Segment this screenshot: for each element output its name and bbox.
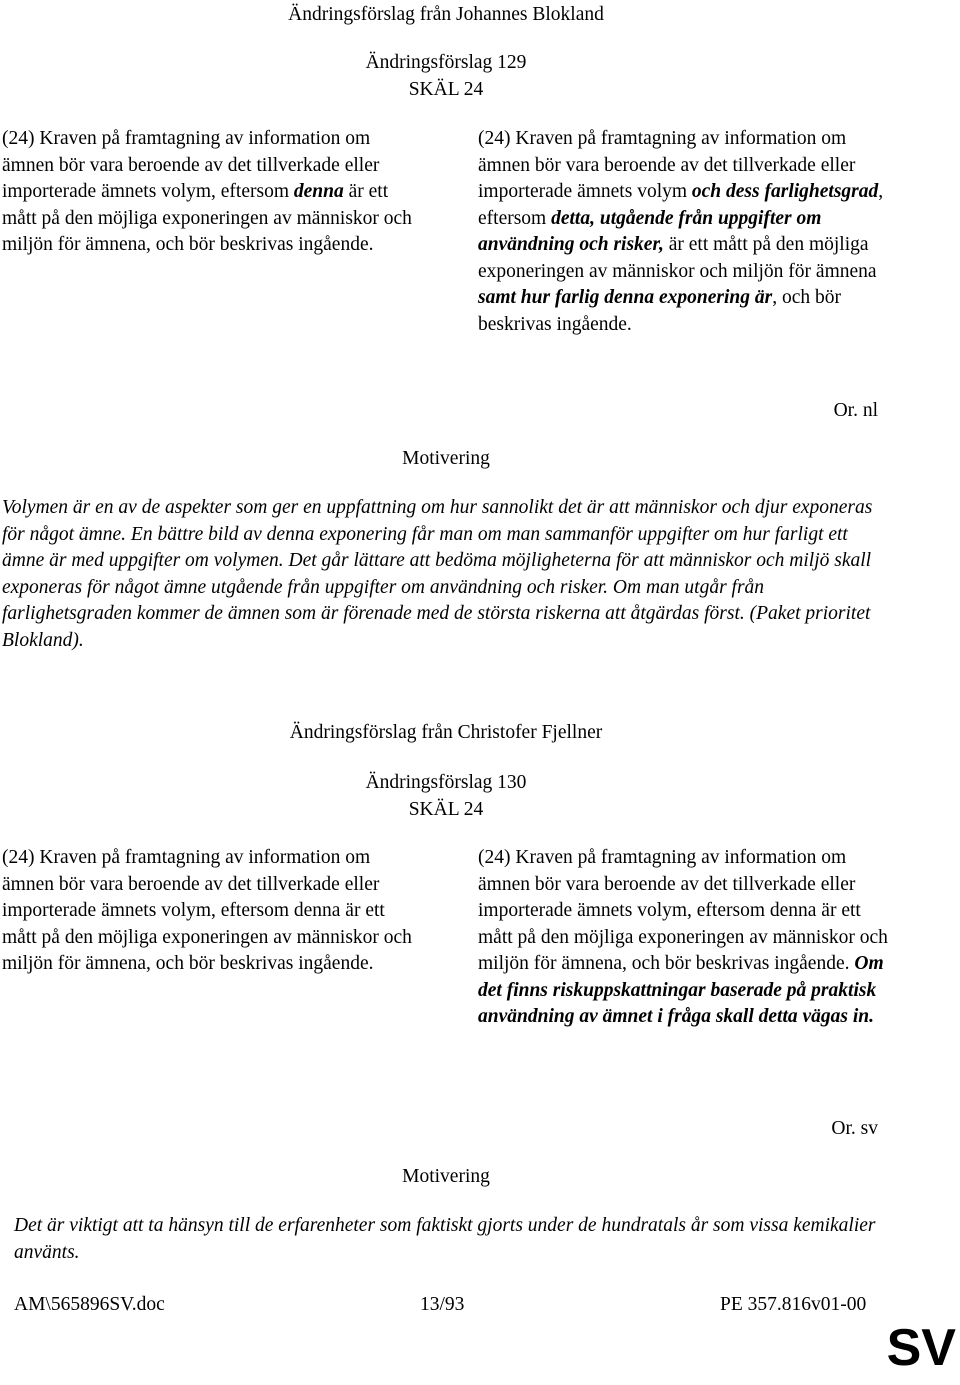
text-segment: , och bör beskrivas ingående.: [478, 287, 841, 335]
text-segment: (24) Kraven på framtagning av information om ämnen bör vara beroende av det tillverkade eller importerade ämnets volym, eftersom: [2, 128, 380, 202]
amended-text-column: [478, 845, 892, 1031]
document-reference: AM\565896SV.doc: [14, 1294, 165, 1315]
text-segment-emphasis: och dess farlighetsgrad: [691, 181, 879, 202]
text-segment-emphasis: Om det finns riskuppskattningar baserade på praktisk användning av ämnet i fråga skall detta vägas in.: [478, 953, 884, 1027]
original-text-column: [2, 845, 414, 978]
amendment-author-heading: Ändringsförslag från Johannes Blokland: [288, 4, 604, 25]
recital-label: SKÄL 24: [408, 799, 484, 820]
page-number: 13/93: [420, 1294, 465, 1315]
text-segment: är ett mått på den möjliga exponeringen av människor och miljön för ämnena, och bör beskrivas ingående.: [2, 181, 412, 255]
amendment-number: Ändringsförslag 129: [365, 52, 527, 73]
justification-heading: Motivering: [402, 448, 490, 469]
justification-text: Det är viktigt att ta hänsyn till de erfarenheter som faktiskt gjorts under de hundratals år som vissa kemikalier använts.: [14, 1215, 876, 1263]
amended-text-column: [478, 126, 890, 338]
amendment-author-heading: Ändringsförslag från Christofer Fjellner: [289, 722, 603, 743]
text-segment: , eftersom: [478, 181, 884, 229]
original-language-label: Or. sv: [831, 1118, 878, 1139]
language-code: SV: [886, 1319, 956, 1377]
text-segment: (24) Kraven på framtagning av information om ämnen bör vara beroende av det tillverkade eller importerade ämnets volym, eftersom denna är ett mått på den möjliga exponeringen av människor och miljön för ämnena, och bör beskrivas ingående.: [2, 847, 412, 974]
text-segment: (24) Kraven på framtagning av information om ämnen bör vara beroende av det tillverkade eller importerade ämnets volym: [478, 128, 856, 202]
text-segment-emphasis: denna: [293, 181, 344, 202]
text-segment: är ett mått på den möjliga exponeringen av människor och miljön för ämnena: [478, 234, 877, 282]
pe-reference: PE 357.816v01-00: [720, 1294, 867, 1315]
amendment-number: Ändringsförslag 130: [365, 772, 527, 793]
justification-text: Volymen är en av de aspekter som ger en uppfattning om hur sannolikt det är att människor och djur exponeras för något ämne. En bättre bild av denna exponering får man om man sammanför uppgifter om hur farligt ett ämne är med uppgifter om volymen. Det går lättare att bedöma möjligheterna för att människor och miljö skall exponeras för något ämne utgående från uppgifter om användning och risker. Om man utgår från farlighetsgraden kommer de ämnen som är förenade med de största riskerna att åtgärdas först. (Paket prioritet Blokland).: [2, 497, 873, 651]
original-text-column: [2, 126, 414, 259]
original-language-label: Or. nl: [833, 400, 878, 421]
justification-heading: Motivering: [402, 1166, 490, 1187]
text-segment-emphasis: samt hur farlig denna exponering är: [478, 287, 773, 308]
text-segment: (24) Kraven på framtagning av information om ämnen bör vara beroende av det tillverkade eller importerade ämnets volym, eftersom denna är ett mått på den möjliga exponeringen av människor och miljön för ämnena, och bör beskrivas ingående.: [478, 847, 888, 974]
text-segment-emphasis: detta, utgående från uppgifter om användning och risker,: [478, 207, 822, 255]
recital-label: SKÄL 24: [408, 79, 484, 100]
